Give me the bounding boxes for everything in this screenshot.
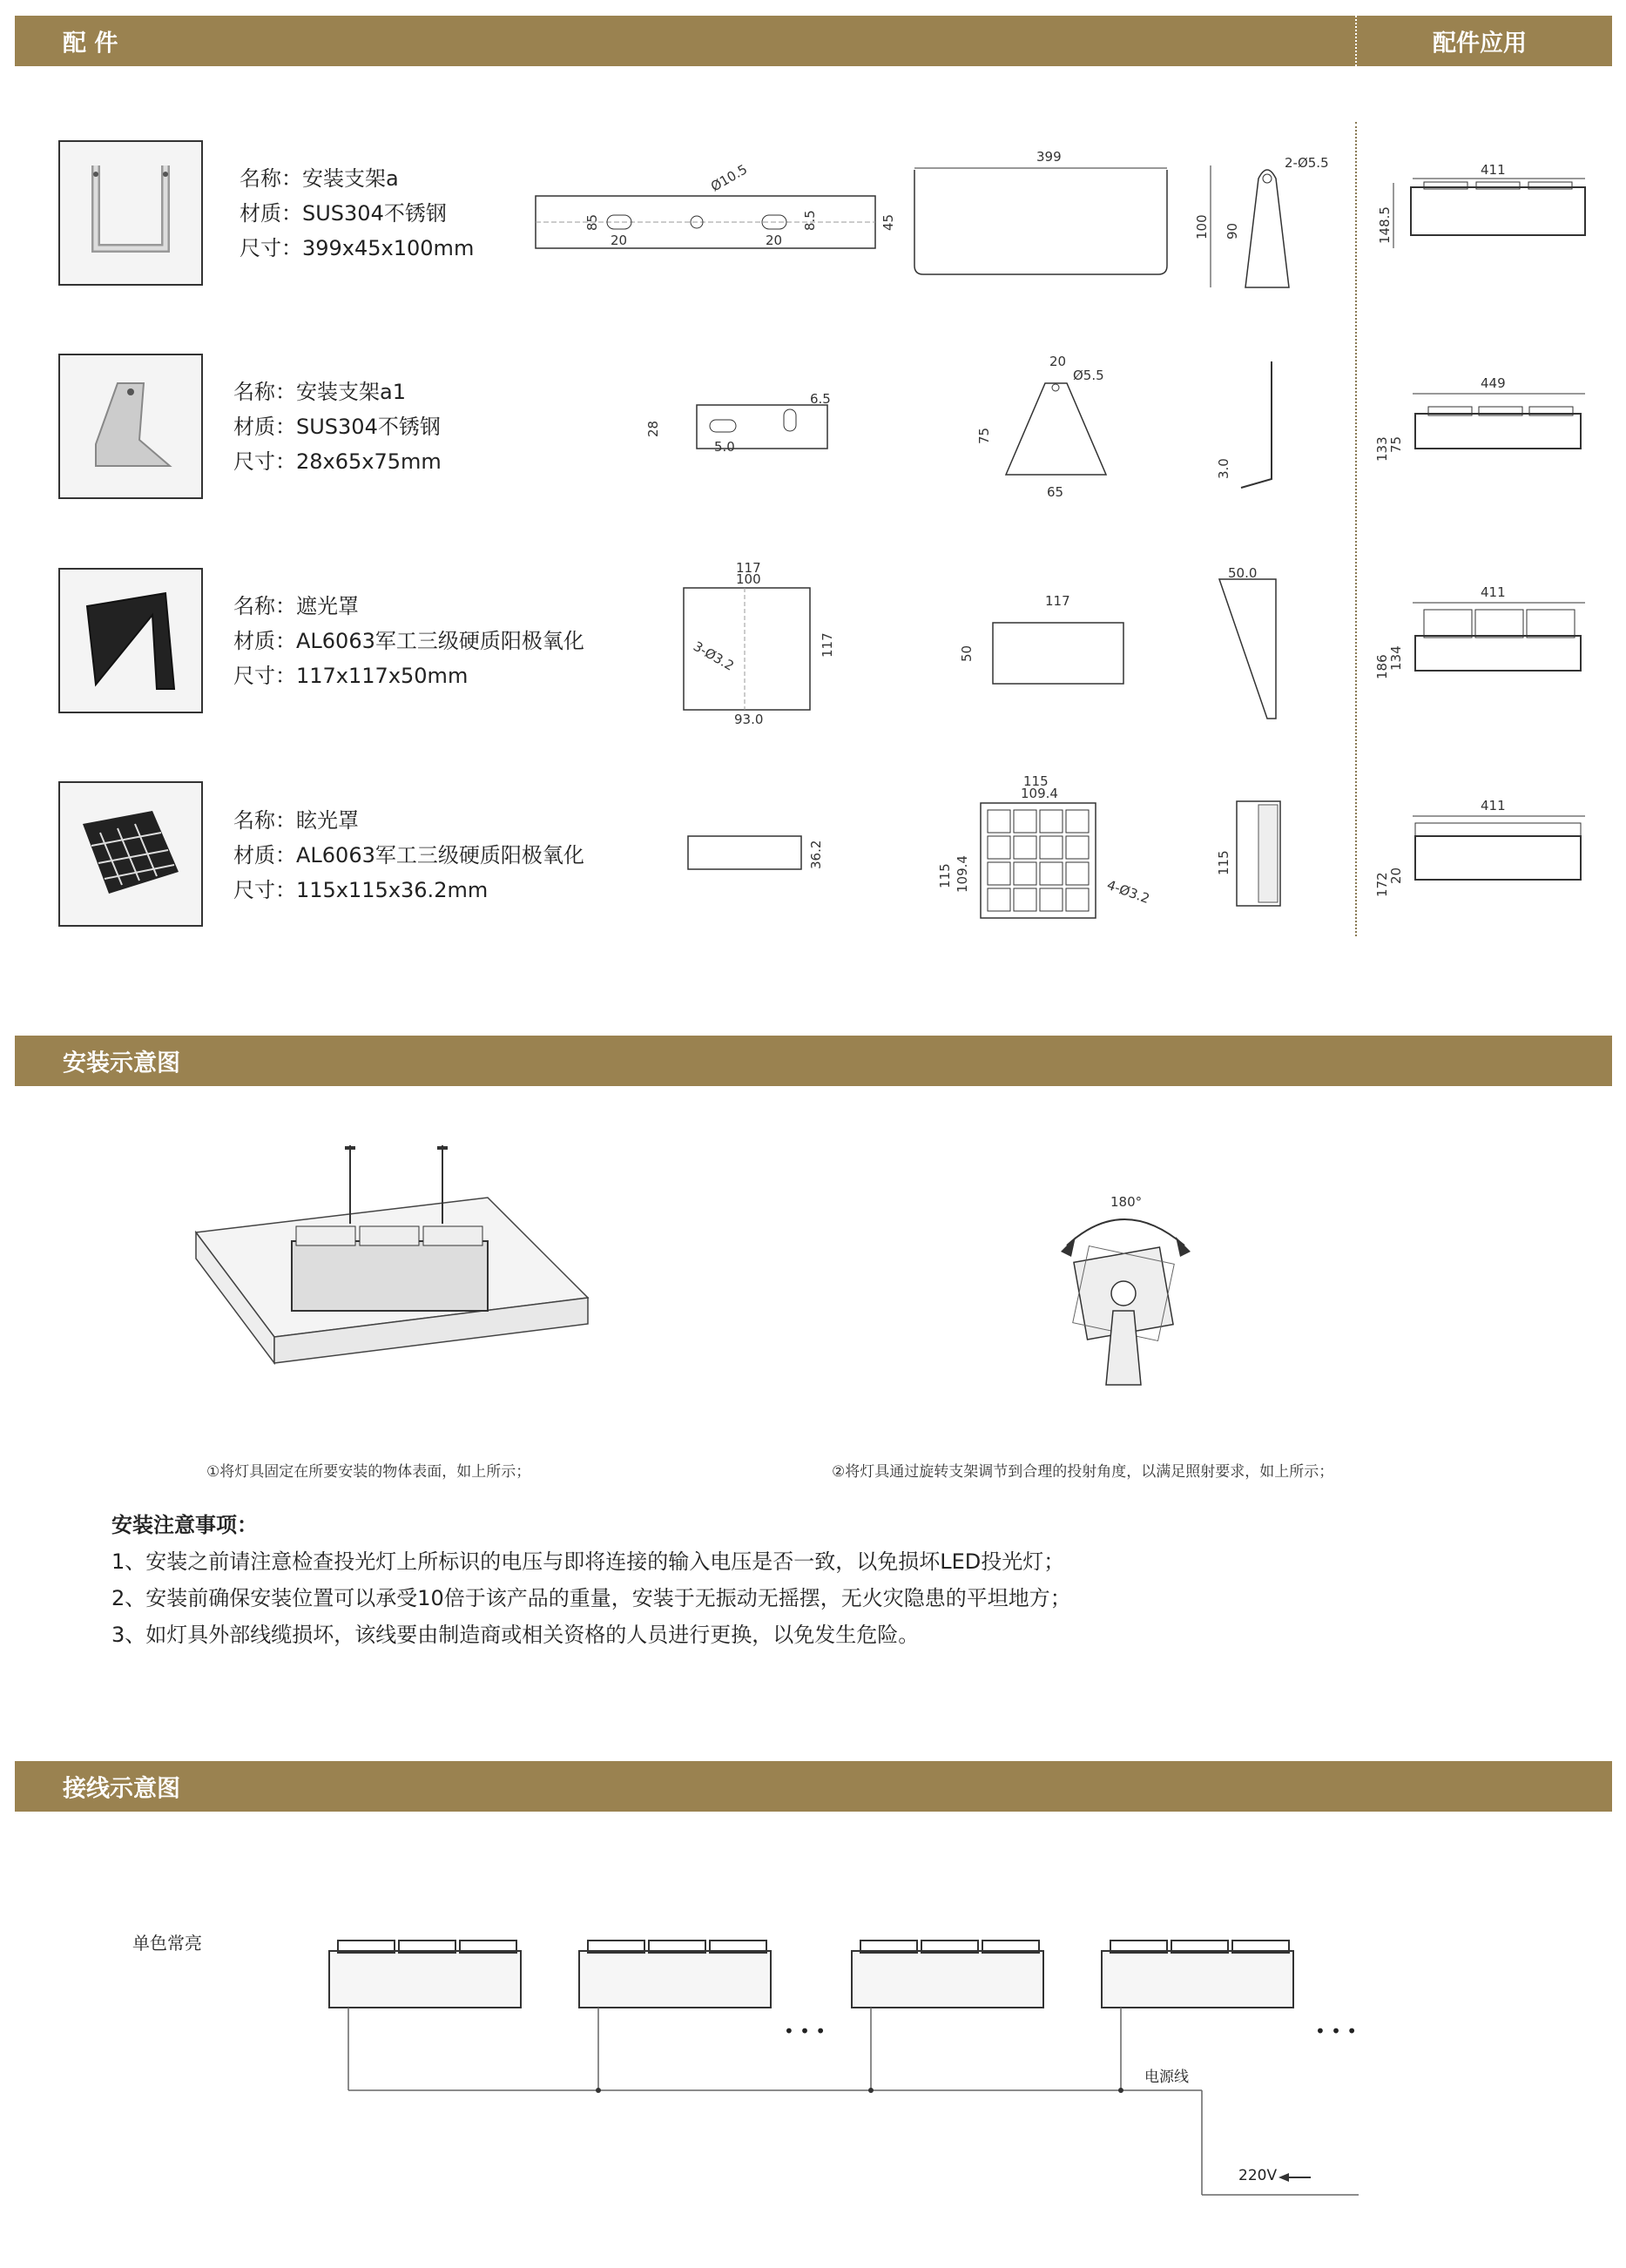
bracket-a-w399-dim: 399 [1036,149,1062,165]
wiring-dots-1: • • • [784,2021,826,2042]
power-line-label: 电源线 [1144,2069,1189,2086]
bracket-a-name: 名称：安装支架a [240,166,399,191]
application-3-width: 411 [1481,584,1506,600]
light-shield-w93-dim: 93.0 [734,712,764,727]
wiring-diagram [314,1925,1376,2212]
bracket-a1-hole-dim: Ø5.5 [1073,368,1104,383]
light-shield-w117-dim: 117 [736,560,761,576]
bracket-a1-w65-dim: 65 [1047,484,1064,500]
bracket-a1-h28-dim: 28 [645,420,661,437]
light-shield-h117-dim: 117 [820,632,835,658]
light-shield-drawing-front [958,592,1132,697]
installation-notes [111,1507,1071,1653]
application-4-h2: 20 [1388,867,1404,884]
glare-shield-drawing-side [1211,793,1289,915]
light-shield-photo [58,568,203,713]
application-4-width: 411 [1481,798,1506,813]
note-item: 2、安装前确保安装位置可以承受10倍于该产品的重量，安装于无振动无摇摆，无火灾隐患的平坦地方； [111,1586,1071,1610]
light-shield-name: 名称：遮光罩 [233,594,359,618]
wiring-mode-label: 单色常亮 [132,1933,202,1954]
glare-shield-holes-dim: 4-Ø3.2 [1104,876,1152,908]
bracket-a-h85-dim: 85 [584,213,600,231]
bracket-a1-size: 尺寸：28x65x75mm [233,449,442,474]
application-1-h1: 148.5 [1377,206,1393,244]
bracket-a1-w20-dim: 20 [1049,354,1067,369]
bracket-a-material: 材质：SUS304不锈钢 [240,201,447,226]
bracket-a1-drawing-side [1211,357,1280,496]
light-shield-d50-dim: 50.0 [1228,565,1258,581]
light-shield-drawing-top [675,562,849,727]
bracket-a1-name: 名称：安装支架a1 [233,380,406,404]
bracket-a-h90-dim: 90 [1225,222,1240,240]
bracket-a1-drawing-top [644,383,845,470]
light-shield-h50-dim: 50 [959,645,975,662]
bracket-a-h100-dim: 100 [1194,214,1210,240]
glare-shield-h115-dim: 115 [937,863,953,888]
light-shield-info [233,589,584,693]
glare-shield-w115-dim: 115 [1023,773,1049,789]
install-surface-illustration [192,1141,601,1437]
glare-shield-h1094-dim: 109.4 [955,855,970,893]
bracket-a-slot1-dim: 20 [611,233,628,248]
application-2-h1: 133 [1374,436,1390,462]
rotation-angle: 180° [1110,1194,1143,1210]
accessories-title: 配 件 [63,30,118,57]
application-4-h1: 172 [1374,872,1390,897]
bracket-a-h85b-dim: 8.5 [802,210,818,231]
glare-shield-name: 名称：眩光罩 [233,808,359,833]
application-3-h2: 134 [1388,645,1404,671]
wiring-header-bar [15,1761,1612,1812]
application-3-h1: 186 [1374,654,1390,679]
bracket-a-drawing-front [906,144,1184,283]
header-divider [1355,16,1357,66]
note-item: 3、如灯具外部线缆损坏，该线要由制造商或相关资格的人员进行更换，以免发生危险。 [111,1623,920,1647]
bracket-a1-photo [58,354,203,499]
voltage-label: 220V [1238,2167,1278,2184]
install-caption-2: ②将灯具通过旋转支架调节到合理的投射角度，以满足照射要求，如上所示； [832,1463,1334,1481]
light-shield-drawing-side [1211,562,1289,727]
bracket-a1-h75-dim: 75 [976,427,992,444]
application-2-width: 449 [1481,375,1506,391]
glare-shield-h362-dim: 36.2 [808,840,824,869]
bracket-a1-material: 材质：SUS304不锈钢 [233,415,441,439]
glare-shield-photo [58,781,203,927]
glare-shield-drawing-top [679,827,827,880]
light-shield-w100-dim: 100 [736,571,761,587]
application-4 [1376,797,1602,910]
glare-shield-size: 尺寸：115x115x36.2mm [233,878,489,902]
note-item: 1、安装之前请注意检查投光灯上所标识的电压与即将连接的输入电压是否一致，以免损坏LED投光灯； [111,1549,1065,1574]
application-2-h2: 75 [1388,435,1404,453]
install-caption-1: ①将灯具固定在所要安装的物体表面，如上所示； [206,1463,531,1481]
bracket-a-drawing-side [1193,148,1350,296]
application-title: 配件应用 [1433,30,1527,57]
installation-header-bar [15,1036,1612,1086]
notes-title: 安装注意事项： [111,1513,258,1537]
bracket-a1-drawing-front [975,348,1132,505]
bracket-a1-t30-dim: 3.0 [1216,458,1231,479]
bracket-a-holes-dim: 2-Ø5.5 [1285,155,1329,171]
wiring-title: 接线示意图 [63,1775,180,1803]
glare-shield-drawing-front [932,775,1167,941]
glare-shield-h115b-dim: 115 [1216,850,1231,875]
bracket-a-h45-dim: 45 [880,213,896,231]
bracket-a-size: 尺寸：399x45x100mm [240,236,475,260]
application-3 [1376,584,1602,697]
bracket-a-drawing-top [527,161,901,266]
installation-title: 安装示意图 [63,1050,180,1077]
bracket-a-photo [58,140,203,286]
light-shield-size: 尺寸：117x117x50mm [233,664,469,688]
install-rotate-illustration [1045,1189,1202,1398]
accessories-divider [1355,122,1357,936]
application-1 [1376,161,1602,266]
glare-shield-info [233,803,584,908]
bracket-a1-w50-dim: 5.0 [714,439,735,455]
bracket-a1-info [233,375,442,479]
light-shield-hole-dim: 3-Ø3.2 [691,638,737,674]
light-shield-w117b-dim: 117 [1045,593,1070,609]
bracket-a-info [240,161,474,266]
light-shield-material: 材质：AL6063军工三级硬质阳极氧化 [233,629,584,653]
bracket-a-slot2-dim: 20 [766,233,783,248]
wiring-dots-2: • • • [1315,2021,1358,2042]
glare-shield-w1094-dim: 109.4 [1021,786,1058,801]
bracket-a-hole-dim: Ø10.5 [708,161,751,195]
accessories-header-bar [15,16,1612,66]
glare-shield-material: 材质：AL6063军工三级硬质阳极氧化 [233,843,584,867]
application-2 [1376,375,1602,479]
application-1-width: 411 [1481,162,1506,178]
bracket-a1-w65a-dim: 6.5 [810,391,831,407]
